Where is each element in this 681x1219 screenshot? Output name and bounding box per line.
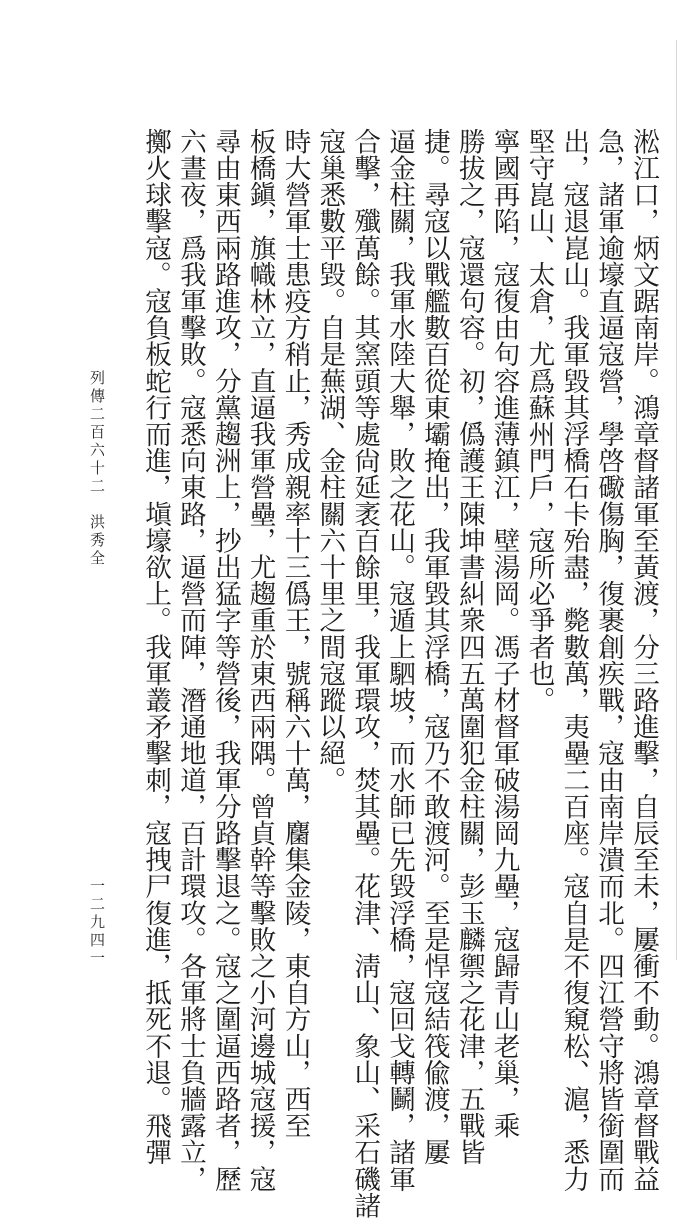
running-title: 列傳二百六十二 洪秀全 — [88, 370, 106, 568]
scan-edge-mark — [673, 0, 681, 1000]
text-column: 合擊，殲萬餘。其窯頭等處尙延袤百餘里，我軍環攻，焚其壘。花津、淸山、象山、采石磯諸 — [349, 128, 381, 1219]
page-number: 一二九四一 — [88, 878, 106, 968]
text-column: 逼金柱關，我軍水陸大舉，敗之花山。寇遁上駟坡，而水師已先毀浮橋，寇回戈轉鬭，諸軍 — [384, 128, 415, 1192]
text-column: 板橋鎭，旗幟林立，直逼我軍營壘，尤趨重於東西兩隅。曾貞幹等擊敗之小河邊城寇援，寇 — [244, 128, 276, 1192]
text-column: 寧國再陷，寇復由句容進薄鎮江，壁湯岡。馮子材督軍破湯岡九壘，寇歸青山老巢，乘 — [488, 128, 520, 1139]
text-column: 淞江口，炳文踞南岸。鴻章督諸軍至黃渡，分三路進擊，自辰至未，屢衝不動。鴻章督戰益 — [628, 128, 659, 1192]
text-column: 時大營軍士患疫方稍止，秀成親率十三僞王，號稱六十萬，麕集金陵，東自方山，西至 — [279, 128, 311, 1139]
text-column: 急，諸軍逾壕直逼寇營，學啓礮傷胸，復裹創疾戰，寇由南岸潰而北。四江營守將皆銜圍而 — [593, 128, 625, 1192]
text-column: 堅守崑山、太倉，尤爲蘇州門戶，寇所必爭者也。 — [523, 128, 555, 714]
text-column: 尋由東西兩路進攻，分黨趨洲上，抄出猛字等營後，我軍分路擊退之。寇之圍逼西路者，歷 — [209, 128, 241, 1192]
text-column: 擲火球擊寇。寇負板蛇行而進，塡壕欲上。我軍叢矛擊刺，寇拽尸復進，抵死不退。飛彈 — [140, 128, 172, 1166]
text-column: 出，寇退崑山。我軍毀其浮橋石卡殆盡，斃數萬，夷壘二百座。寇自是不復窺松、滬，悉力 — [558, 128, 590, 1192]
text-column: 寇巢悉數平毀。自是蕪湖、金柱關六十里之間寇蹤以絕。 — [314, 128, 346, 793]
text-column: 勝拔之，寇還句容。初，僞護王陳坤書糾衆四五萬圍犯金柱關，彭玉麟禦之花津，五戰皆 — [453, 128, 485, 1166]
text-column: 六晝夜，爲我軍擊敗。寇悉向東路，逼營而陣，潛通地道，百計環攻。各軍將士負牆露立， — [174, 128, 206, 1192]
text-column: 捷。尋寇以戰艦數百從東壩掩出，我軍毀其浮橋，寇乃不敢渡河。至是悍寇結筏偸渡，屢 — [418, 128, 450, 1166]
